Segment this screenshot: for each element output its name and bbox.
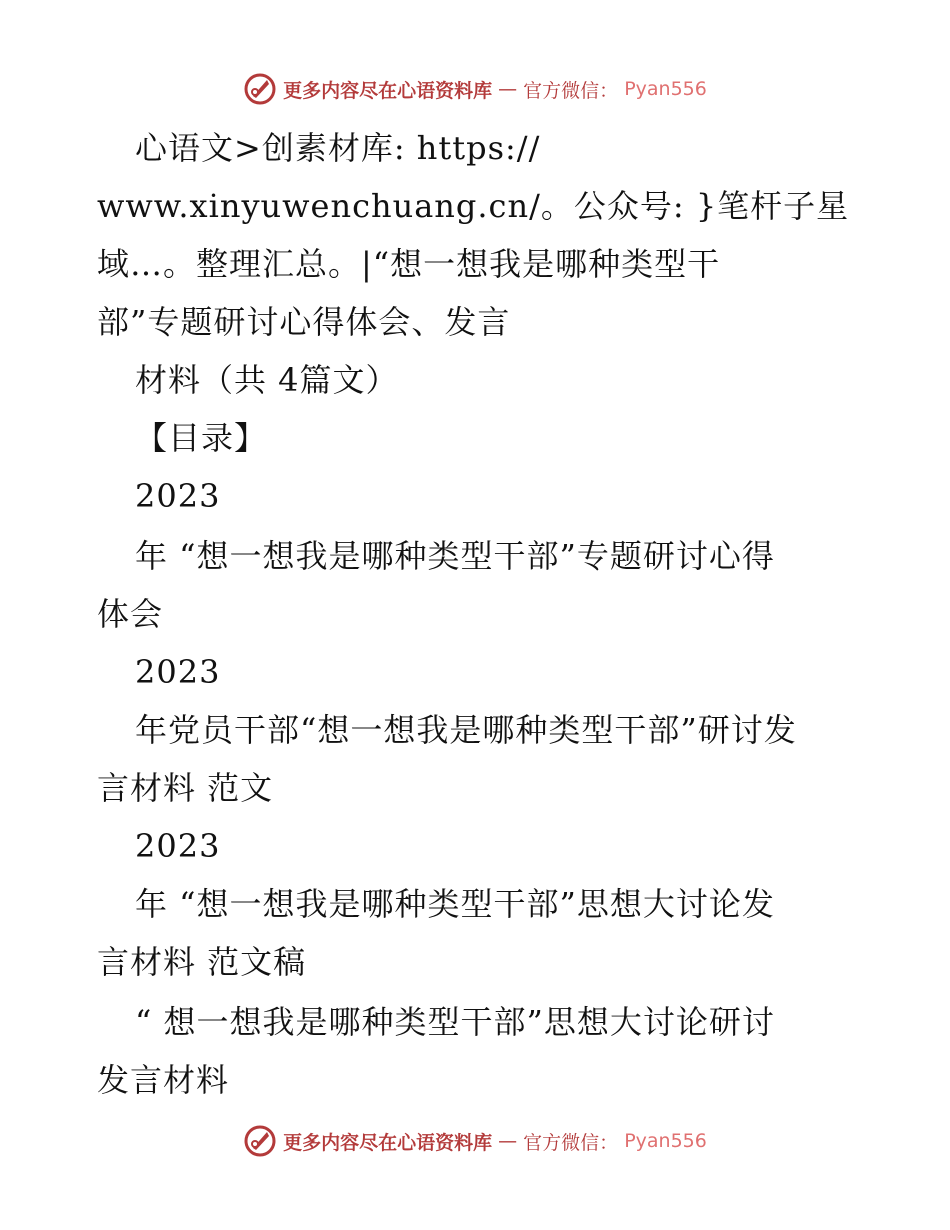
wechat-label: 官方微信： [523,79,619,102]
banner-dash: — [498,78,518,100]
quill-logo-icon [243,1124,277,1158]
toc-line: “ 想一想我是哪种类型干部”思想大讨论研讨 [135,1003,775,1041]
banner-dash: — [498,1130,518,1152]
body-line: 材料（共 4篇文） [135,361,399,399]
toc-line: 年 “想一想我是哪种类型干部”思想大讨论发 [135,885,775,923]
toc-line: 2023 [135,827,221,865]
promo-text: 更多内容尽在心语资料库 [283,1131,493,1154]
quill-logo-icon [243,72,277,106]
wechat-id: Pyan556 [624,1130,707,1152]
toc-line: 言材料 范文 [97,769,274,807]
footer-banner [0,1124,950,1158]
toc-line: 年 “想一想我是哪种类型干部”专题研讨心得 [135,537,775,575]
toc-line: 体会 [97,595,164,633]
body-line: 域…。整理汇总。|“想一想我是哪种类型干 [97,245,721,283]
header-banner [0,72,950,106]
toc-heading: 【目录】 [135,419,268,457]
toc-line: 发言材料 [97,1061,230,1099]
toc-line: 2023 [135,477,221,515]
wechat-id: Pyan556 [624,78,707,100]
body-line: 心语文>创素材库: https:// [135,129,541,167]
promo-text: 更多内容尽在心语资料库 [283,79,493,102]
toc-line: 年党员干部“想一想我是哪种类型干部”研讨发 [135,711,797,749]
toc-line: 2023 [135,653,221,691]
toc-line: 言材料 范文稿 [97,943,307,981]
wechat-label: 官方微信： [523,1131,619,1154]
body-line: 部”专题研讨心得体会、发言 [97,303,511,341]
body-line: www.xinyuwenchuang.cn/。公众号: }笔杆子星 [97,187,850,225]
